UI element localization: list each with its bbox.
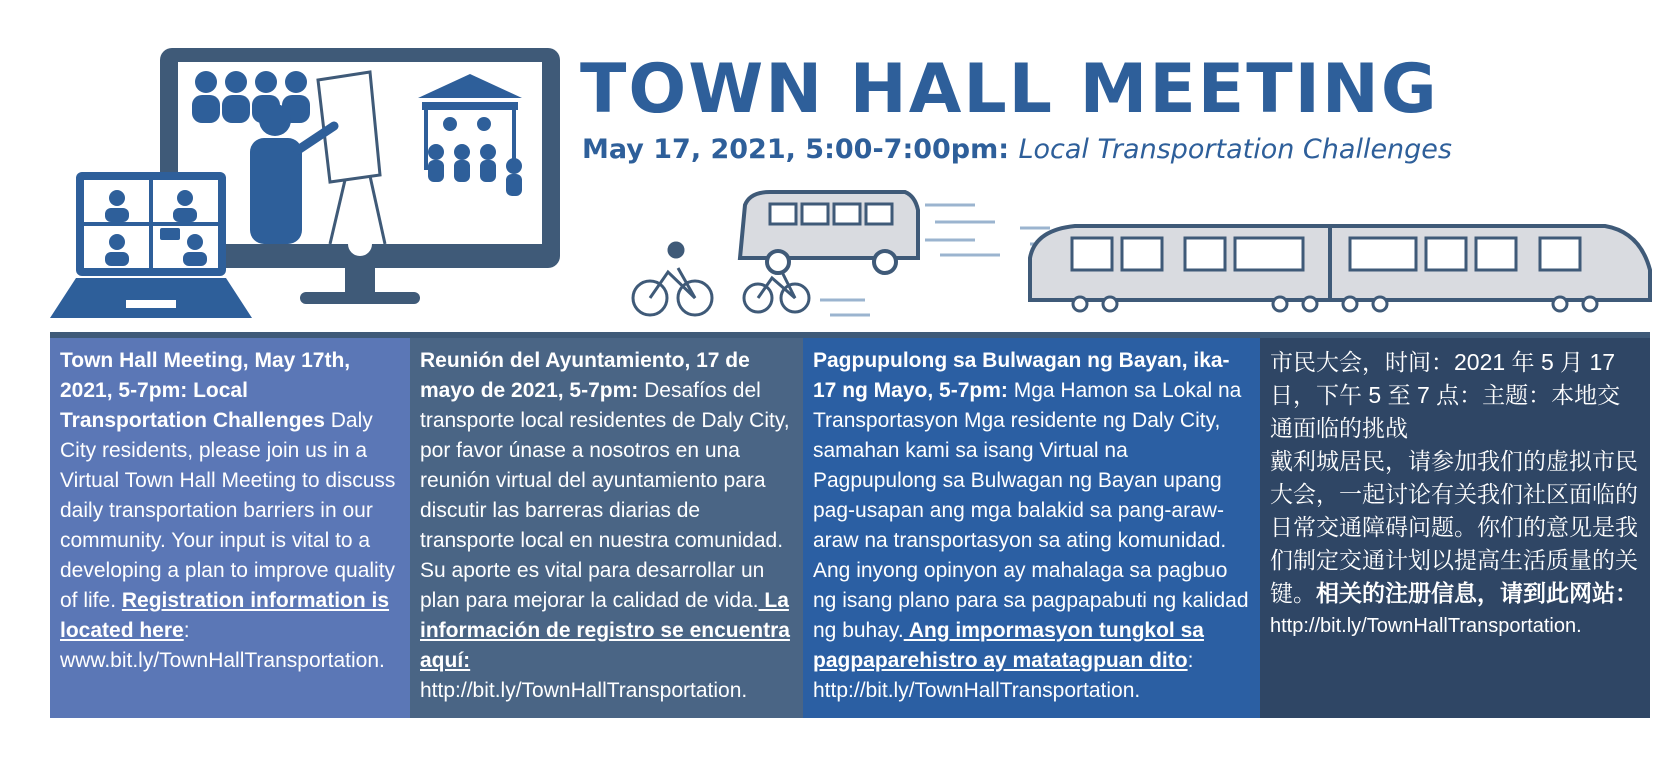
registration-link[interactable]: Ang impormasyon tungkol sa pagpaparehistro ay matatagpuan dito <box>813 619 1204 672</box>
link-suffix: : <box>183 619 190 642</box>
column-heading: Pagpupulong sa Bulwagan ng Bayan, ika-17 ng Mayo, 5-7pm: <box>813 349 1230 402</box>
language-columns <box>50 338 1650 718</box>
registration-link[interactable]: 相关的注册信息，请到此网站 <box>1316 580 1615 606</box>
column-spanish <box>410 338 803 718</box>
column-body: 戴利城居民，请参加我们的虚拟市民大会，一起讨论有关我们社区面临的日常交通障碍问题。你们的意见是我们制定交通计划以提高生活质量的关键。 <box>1270 448 1638 606</box>
column-english <box>50 338 410 718</box>
column-heading: 市民大会，时间：2021 年 5 月 17 日，下午 5 至 7 点：主题：本地交通面临的挑战 <box>1270 349 1621 441</box>
subtitle-topic: Local Transportation Challenges <box>1018 134 1452 165</box>
url-text[interactable]: http://bit.ly/TownHallTransportation. <box>813 679 1141 702</box>
column-body: Daly City residents, please join us in a Virtual Town Hall Meeting to discuss daily transportation barriers in our community. Your input is vital to a developing a plan to improve quality of life. <box>60 409 396 612</box>
column-heading: Reunión del Ayuntamiento, 17 de mayo de 2021, 5-7pm: <box>420 349 750 402</box>
page-subtitle <box>582 134 1452 165</box>
url-text[interactable]: http://bit.ly/TownHallTransportation. <box>420 679 748 702</box>
url-text[interactable]: www.bit.ly/TownHallTransportation. <box>60 649 385 672</box>
link-suffix: ： <box>1615 580 1638 606</box>
url-text[interactable]: http://bit.ly/TownHallTransportation. <box>1270 615 1582 637</box>
train-icon <box>1030 226 1650 311</box>
registration-link[interactable]: La información de registro se encuentra aquí: <box>420 589 790 672</box>
column-heading: Town Hall Meeting, May 17th, 2021, 5-7pm: Local Transportation Challenges <box>60 349 351 432</box>
column-body: Mga Hamon sa Lokal na Transportasyon Mga residente ng Daly City, samahan kami sa isang Virtual na Pagpupulong sa Bulwagan ng Bayan upang pag-usapan ang mga balakid sa pang-araw-araw na transportasyon sa ating komunidad. Ang inyong opinyon ay mahalaga sa pagbuo ng isang plano para sa pagpapabuti ng kalidad ng buhay. <box>813 379 1249 642</box>
subtitle-date: May 17, 2021, 5:00-7:00pm: <box>582 134 1019 165</box>
page-title: TOWN HALL MEETING <box>580 50 1439 129</box>
laptop-icon <box>50 172 252 318</box>
column-chinese <box>1260 338 1650 718</box>
registration-link[interactable]: Registration information is located here <box>60 589 390 642</box>
column-tagalog <box>803 338 1260 718</box>
column-body: Desafíos del transporte local residentes de Daly City, por favor únase a nosotros en una reunión virtual del ayuntamiento para discutir las barreras diarias de transporte local en nuestra comunidad. Su aporte es vital para desarrollar un plan para mejorar la calidad de vida. <box>420 379 790 612</box>
link-suffix: : <box>1187 649 1194 672</box>
bus-icon <box>740 192 918 273</box>
